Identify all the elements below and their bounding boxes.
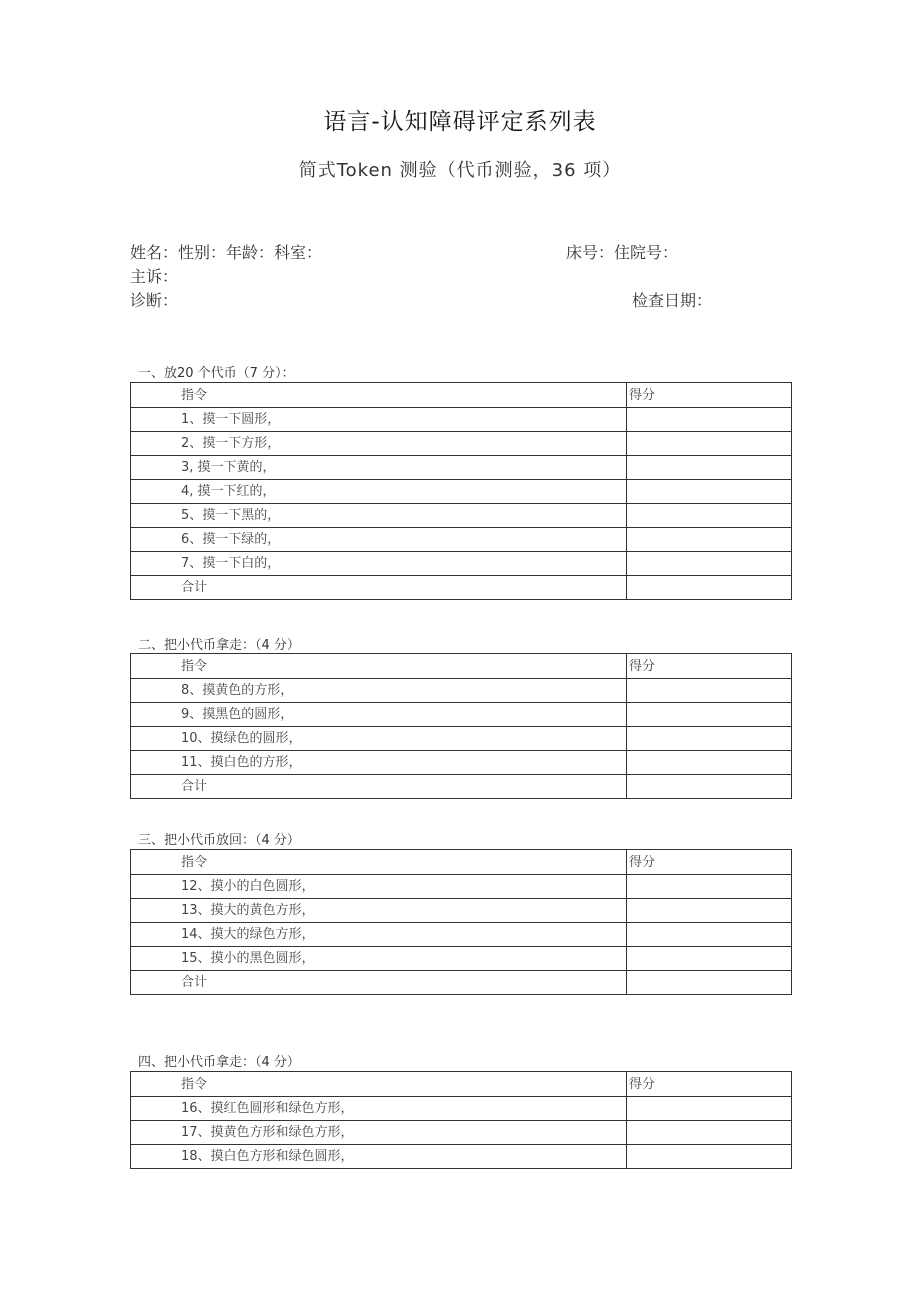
page-title: 语言-认知障碍评定系列表: [323, 109, 597, 135]
score-cell[interactable]: [627, 480, 792, 504]
table-row: [131, 703, 792, 727]
instruction-cell: 10、摸绿色的圆形，: [131, 727, 627, 751]
score-cell[interactable]: [627, 1145, 792, 1169]
exam-date-field: 检查日期：: [632, 291, 713, 310]
page-subtitle: 简式Token 测验（代币测验，36 项）: [298, 160, 622, 181]
score-header: 得分: [627, 654, 792, 679]
table-row: [131, 408, 792, 432]
bed-admission-fields: 床号：住院号：: [566, 243, 679, 262]
score-header: 得分: [627, 850, 792, 875]
score-cell[interactable]: [627, 456, 792, 480]
section-1-label: 一、放20 个代币（7 分）：: [138, 366, 295, 381]
instruction-cell: 13、摸大的黄色方形，: [131, 899, 627, 923]
instruction-cell: 14、摸大的绿色方形，: [131, 923, 627, 947]
table-row: [131, 432, 792, 456]
section-4-table: [130, 1071, 792, 1169]
score-cell[interactable]: [627, 504, 792, 528]
score-cell[interactable]: [627, 727, 792, 751]
total-row: [131, 775, 792, 799]
total-score-cell[interactable]: [627, 775, 792, 799]
total-row: [131, 971, 792, 995]
total-label: 合计: [131, 775, 627, 799]
instruction-cell: 8、摸黄色的方形，: [131, 679, 627, 703]
table-row: [131, 552, 792, 576]
instruction-header: 指令: [131, 850, 627, 875]
total-score-cell[interactable]: [627, 576, 792, 600]
diagnosis-field: 诊断：: [130, 291, 179, 310]
section-2-table: [130, 653, 792, 799]
instruction-cell: 7、摸一下白的，: [131, 552, 627, 576]
score-header: 得分: [627, 383, 792, 408]
section-1-table: [130, 382, 792, 600]
instruction-cell: 1、摸一下圆形，: [131, 408, 627, 432]
patient-basic-fields: 姓名：性别：年龄：科室：: [130, 243, 323, 262]
instruction-cell: 18、摸白色方形和绿色圆形，: [131, 1145, 627, 1169]
instruction-cell: 3, 摸一下黄的，: [131, 456, 627, 480]
instruction-header: 指令: [131, 383, 627, 408]
table-row: [131, 947, 792, 971]
instruction-cell: 9、摸黑色的圆形，: [131, 703, 627, 727]
total-label: 合计: [131, 576, 627, 600]
instruction-cell: 4, 摸一下红的，: [131, 480, 627, 504]
score-cell[interactable]: [627, 552, 792, 576]
score-cell[interactable]: [627, 751, 792, 775]
table-row: [131, 456, 792, 480]
score-cell[interactable]: [627, 875, 792, 899]
score-cell[interactable]: [627, 679, 792, 703]
table-row: [131, 1145, 792, 1169]
score-cell[interactable]: [627, 923, 792, 947]
table-row: [131, 899, 792, 923]
instruction-cell: 12、摸小的白色圆形，: [131, 875, 627, 899]
table-header-row: [131, 383, 792, 408]
table-row: [131, 480, 792, 504]
table-row: [131, 504, 792, 528]
instruction-cell: 5、摸一下黑的，: [131, 504, 627, 528]
score-cell[interactable]: [627, 528, 792, 552]
instruction-cell: 15、摸小的黑色圆形，: [131, 947, 627, 971]
section-3-table: [130, 849, 792, 995]
score-cell[interactable]: [627, 899, 792, 923]
total-score-cell[interactable]: [627, 971, 792, 995]
table-row: [131, 727, 792, 751]
section-3-label: 三、把小代币放回：（4 分）: [138, 833, 300, 848]
table-header-row: [131, 850, 792, 875]
score-cell[interactable]: [627, 1121, 792, 1145]
table-row: [131, 751, 792, 775]
complaint-field: 主诉：: [130, 267, 179, 286]
instruction-header: 指令: [131, 654, 627, 679]
instruction-header: 指令: [131, 1072, 627, 1097]
table-row: [131, 875, 792, 899]
instruction-cell: 6、摸一下绿的，: [131, 528, 627, 552]
score-cell[interactable]: [627, 703, 792, 727]
total-label: 合计: [131, 971, 627, 995]
section-2-label: 二、把小代币拿走：（4 分）: [138, 638, 300, 653]
table-row: [131, 923, 792, 947]
table-row: [131, 679, 792, 703]
section-4-label: 四、把小代币拿走：（4 分）: [138, 1055, 300, 1070]
table-row: [131, 1121, 792, 1145]
table-header-row: [131, 1072, 792, 1097]
instruction-cell: 11、摸白色的方形，: [131, 751, 627, 775]
table-header-row: [131, 654, 792, 679]
total-row: [131, 576, 792, 600]
score-cell[interactable]: [627, 432, 792, 456]
score-cell[interactable]: [627, 1097, 792, 1121]
table-row: [131, 528, 792, 552]
table-row: [131, 1097, 792, 1121]
score-cell[interactable]: [627, 947, 792, 971]
score-cell[interactable]: [627, 408, 792, 432]
instruction-cell: 17、摸黄色方形和绿色方形，: [131, 1121, 627, 1145]
instruction-cell: 16、摸红色圆形和绿色方形，: [131, 1097, 627, 1121]
score-header: 得分: [627, 1072, 792, 1097]
instruction-cell: 2、摸一下方形，: [131, 432, 627, 456]
